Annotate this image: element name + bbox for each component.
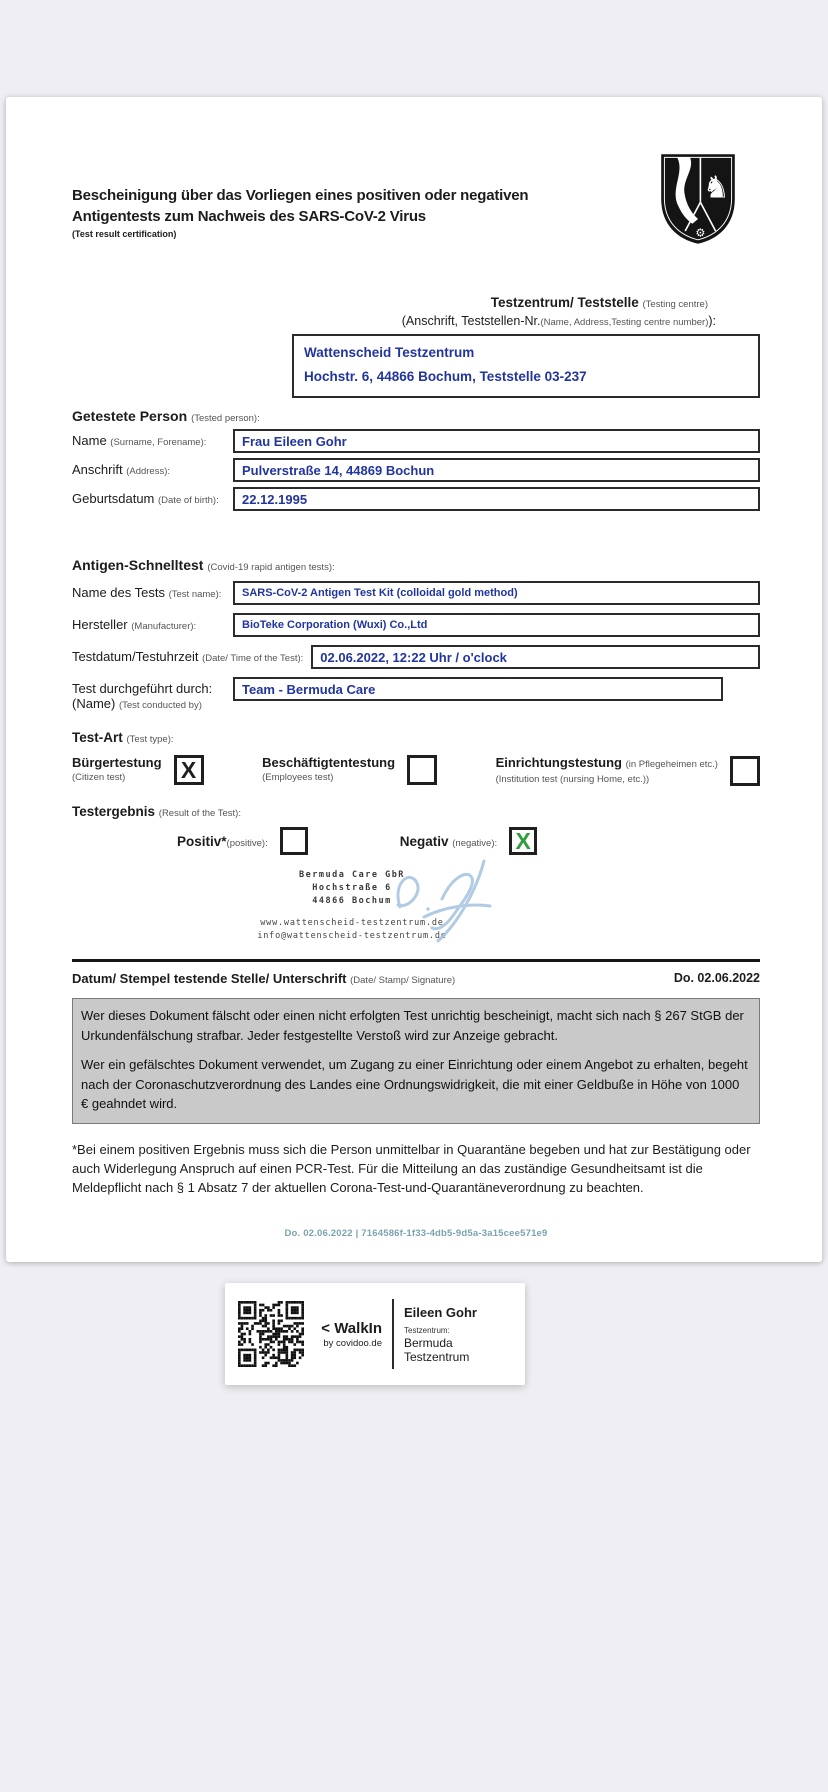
card-holder-name: Eileen Gohr [404,1304,477,1320]
testing-centre-subheading [72,314,760,328]
walkin-qr-card [225,1283,525,1385]
conducted-by-label [72,677,233,713]
option-institution-test [496,755,760,787]
card-centre-name: Bermuda Testzentrum [404,1335,470,1364]
document-date: Do. 02.06.2022 [673,971,760,985]
stamp-street: Hochstraße 6 [312,883,392,893]
negative-label [400,834,509,849]
result-heading [72,803,760,819]
warning-paragraph-1: Wer dieses Dokument fälscht oder einen nicht erfolgten Test unrichtig bescheinigt, macht sich nach § 267 StGB der Urkundenfälschung strafbar. Jeder festgestellte Verstoß wird zur Anzeige gebracht. [81,1008,744,1043]
negative-label-en: (negative): [452,837,498,849]
employees-test-label-de: Beschäftigtentestung [262,755,396,770]
conducted-by-label-de: Test durchgeführt durch: [72,681,213,696]
birthdate-label [72,487,233,508]
divider-line [72,959,760,962]
stamp-website: www.wattenscheid-testzentrum.de [260,918,444,928]
address-label [72,458,233,479]
conducted-by-value-box: Team - Bermuda Care [233,677,723,701]
manufacturer-label-de: Hersteller [72,617,132,632]
test-datetime-value-box: 02.06.2022, 12:22 Uhr / o'clock [311,645,760,669]
testing-centre-sub-de: (Anschrift, Teststellen-Nr. [401,314,541,328]
test-type-heading-en: (Test type): [126,734,174,745]
test-name-label-de: Name des Tests [72,585,169,600]
positive-result-footnote: *Bei einem positiven Ergebnis muss sich die Person unmittelbar in Quarantäne begeben und hat zur Bestätigung oder auch Widerlegung Anspruch auf einen PCR-Test. Für die Mitteilung an das zuständige Gesundheitsamt ist die Meldepflicht nach § 1 Absatz 7 der aktuellen Corona-Test-und-Quarantäneverordnung zu beachten. [72,1141,751,1195]
svg-text:♞: ♞ [702,170,731,206]
antigen-test-heading-en: (Covid-19 rapid antigen tests): [207,562,335,573]
warning-paragraph-2: Wer ein gefälschtes Dokument verwendet, um Zugang zu einer Einrichtung oder einem Angebot zu erhalten, begeht nach der Coronaschutzverordnung des Landes eine Ordnungswidrigkeit, die mit einer Geldbuße in Höhe von 1000 € geahndet wird. [81,1057,748,1111]
employees-test-label-en: (Employees test) [262,772,334,783]
field-row-test-name [72,581,760,605]
testing-centre-name: Wattenscheid Testzentrum [304,345,475,360]
tested-person-heading [72,408,760,424]
walkin-brand-sub: by covidoo.de [323,1337,382,1349]
negative-label-de: Negativ [399,833,453,849]
conducted-by-label-name: (Name) [72,696,119,711]
date-stamp-label-en: (Date/ Stamp/ Signature) [350,975,456,986]
tested-person-heading-de: Getestete Person [72,408,192,424]
document-title-translation: (Test result certification) [72,229,177,239]
testing-centre-heading-de: Testzentrum/ Teststelle [490,295,643,310]
field-row-name [72,429,760,453]
card-centre-label: Testzentrum: [404,1325,450,1335]
citizen-test-label-en: (Citizen test) [72,772,126,783]
testing-centre-sub-en: (Name, Address,Testing centre number) [540,317,709,328]
antigen-test-heading-de: Antigen-Schnelltest [72,557,208,573]
signature-icon [372,849,522,944]
document-header [72,149,760,249]
name-label-en: (Surname, Forename): [110,437,207,448]
stamp-signature-area [72,863,760,955]
field-row-address [72,458,760,482]
result-heading-de: Testergebnis [72,804,159,819]
name-value-box: Frau Eileen Gohr [233,429,760,453]
conducted-by-label-en: (Test conducted by) [118,700,202,711]
testing-centre-heading [72,295,760,310]
result-heading-en: (Result of the Test): [158,808,241,819]
test-datetime-label-en: (Date/ Time of the Test): [202,653,304,664]
manufacturer-value-box: BioTeke Corporation (Wuxi) Co.,Ltd [233,613,760,637]
test-type-heading-de: Test-Art [72,730,127,745]
field-row-manufacturer [72,613,760,637]
card-divider [392,1299,394,1369]
test-datetime-label-de: Testdatum/Testuhrzeit [72,649,203,664]
birthdate-label-de: Geburtsdatum [72,491,158,506]
employees-test-label [262,755,407,785]
citizen-test-label-de: Bürgertestung [72,755,162,770]
stamp-city: 44866 Bochum [312,896,392,906]
positive-checkbox [280,827,308,855]
test-type-heading [72,729,760,745]
testing-centre-sub-close: ): [708,314,716,328]
employees-test-checkbox [407,755,437,785]
test-name-label [72,581,233,602]
walkin-brand-name: < WalkIn [321,1319,382,1337]
walkin-brand [310,1320,382,1349]
document-page [6,97,822,1262]
institution-test-label [496,755,730,787]
antigen-test-heading [72,557,760,573]
document-title-line1: Bescheinigung über das Vorliegen eines positiven oder negativen [72,187,529,204]
test-name-label-en: (Test name): [168,589,222,600]
institution-test-label-de: Einrichtungstestung [495,755,626,770]
test-type-options [72,755,760,787]
name-label [72,429,233,450]
institution-test-checkbox [730,756,760,786]
test-name-value-box: SARS-CoV-2 Antigen Test Kit (colloidal gold method) [233,581,760,605]
qr-code [238,1301,304,1367]
address-value-box: Pulverstraße 14, 44869 Bochun [233,458,760,482]
manufacturer-label-en: (Manufacturer): [131,621,197,632]
manufacturer-label [72,613,233,634]
birthdate-value-box: 22.12.1995 [233,487,760,511]
positive-label [177,834,280,849]
birthdate-label-en: (Date of birth): [158,495,219,506]
legal-warning-box [72,998,760,1124]
positive-label-de: Positiv* [177,833,227,849]
institution-test-label-en: (in Pflegeheimen etc.) [625,759,718,770]
document-footer-id: Do. 02.06.2022 | 7164586f-1f33-4db5-9d5a-3a15cee571e9 [284,1227,548,1239]
svg-text:⚙: ⚙ [695,226,706,240]
date-stamp-label [72,971,455,986]
address-label-de: Anschrift [72,462,127,477]
date-stamp-signature-row [72,971,760,986]
option-citizen-test [72,755,204,785]
citizen-test-checkbox: X [174,755,204,785]
tested-person-heading-en: (Tested person): [191,413,260,424]
test-datetime-label [72,645,311,666]
testing-centre-value-box [292,334,760,398]
positive-label-en: (positive): [226,837,268,849]
testing-centre-heading-en: (Testing centre) [642,299,708,310]
field-row-test-datetime [72,645,760,669]
date-stamp-label-de: Datum/ Stempel testende Stelle/ Unterschrift [72,971,351,986]
field-row-birthdate [72,487,760,511]
citizen-test-label [72,755,174,785]
testing-centre-address: Hochstr. 6, 44866 Bochum, Teststelle 03-237 [304,369,587,384]
stamp-email: info@wattenscheid-testzentrum.de [257,931,447,941]
name-label-de: Name [72,433,111,448]
document-title-line2: Antigentests zum Nachweis des SARS-CoV-2 Virus [72,208,426,225]
nrw-coat-of-arms-icon [658,149,738,249]
address-label-en: (Address): [126,466,171,477]
title-block [72,185,528,249]
card-holder-info [404,1305,515,1364]
option-employees-test [262,755,437,785]
field-row-conducted-by [72,677,760,713]
stamp-company: Bermuda Care GbR [299,870,405,880]
negative-checkbox: X [509,827,537,855]
institution-test-label-en2: (Institution test (nursing Home, etc.)) [495,774,650,785]
